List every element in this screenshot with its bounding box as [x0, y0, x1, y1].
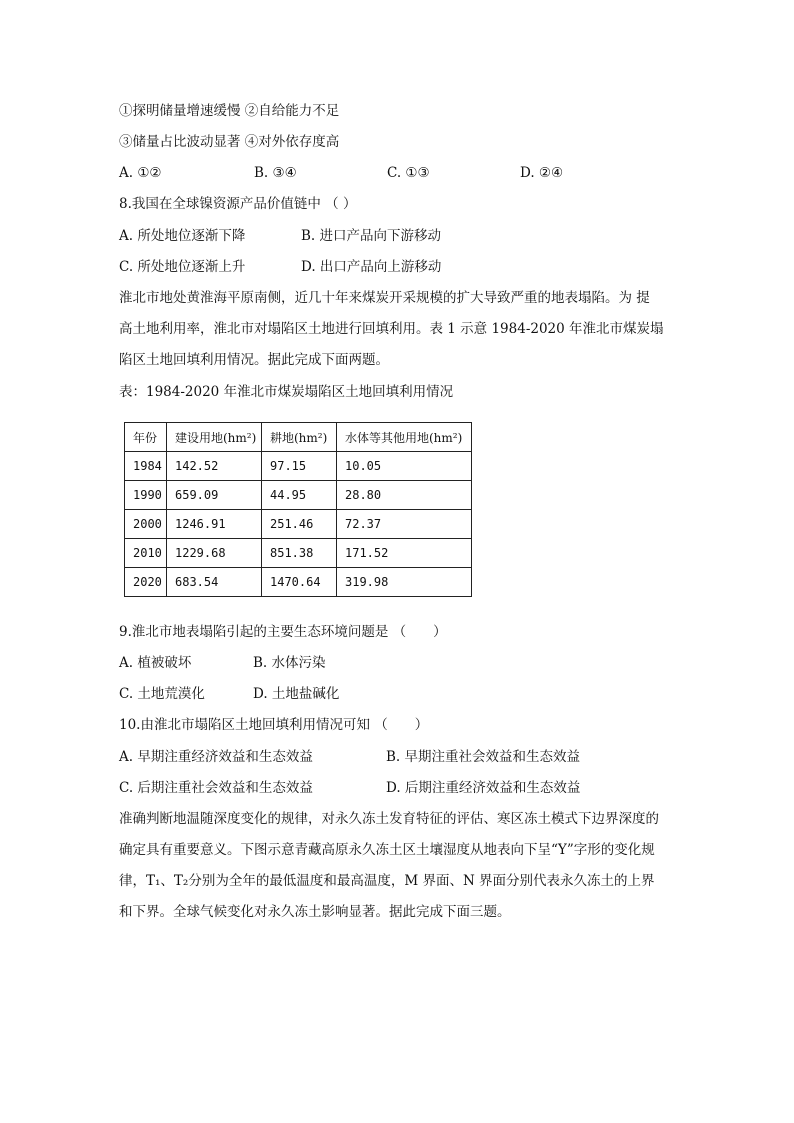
passage-line: 陷区土地回填利用情况。据此完成下面两题。	[119, 352, 389, 368]
q10-stem: 10.由淮北市塌陷区土地回填利用情况可知 （ ）	[119, 717, 429, 733]
cell-water: 319.98	[337, 568, 472, 597]
table-row	[125, 539, 472, 568]
passage-huaibei	[119, 283, 679, 376]
q7-options-line-1: ①探明储量增速缓慢 ②自给能力不足	[119, 103, 340, 119]
q9-choice-b[interactable]: B. 水体污染	[253, 655, 326, 671]
q8-choice-b[interactable]: B. 进口产品向下游移动	[301, 228, 442, 244]
cell-water: 72.37	[337, 510, 472, 539]
cell-year: 1990	[125, 481, 167, 510]
cell-construction: 1246.91	[167, 510, 262, 539]
cell-farmland: 97.15	[262, 452, 337, 481]
passage-line: 准确判断地温随深度变化的规律，对永久冻土发育特征的评估、寒区冻土模式下边界深度的	[119, 811, 659, 827]
passage-line: 确定具有重要意义。下图示意青藏高原永久冻土区土壤湿度从地表向下呈“Y”字形的变化规	[119, 842, 655, 858]
passage-line: 和下界。全球气候变化对永久冻土影响显著。据此完成下面三题。	[119, 904, 511, 920]
q10-choice-d[interactable]: D. 后期注重经济效益和生态效益	[386, 780, 581, 796]
cell-water: 28.80	[337, 481, 472, 510]
q7-choice-c[interactable]: C. ①③	[387, 165, 430, 181]
table-row	[125, 568, 472, 597]
cell-construction: 142.52	[167, 452, 262, 481]
land-use-table	[124, 422, 472, 597]
cell-water: 171.52	[337, 539, 472, 568]
q9-stem: 9.淮北市地表塌陷引起的主要生态环境问题是 （ ）	[119, 624, 447, 640]
q7-options-line-2: ③储量占比波动显著 ④对外依存度高	[119, 134, 340, 150]
header-water-other: 水体等其他用地(hm²)	[337, 423, 472, 452]
q9-choice-c[interactable]: C. 土地荒漠化	[119, 686, 205, 702]
q9-choice-a[interactable]: A. 植被破坏	[119, 655, 192, 671]
table-row	[125, 452, 472, 481]
table-row	[125, 481, 472, 510]
cell-year: 2000	[125, 510, 167, 539]
table-caption: 表：1984-2020 年淮北市煤炭塌陷区土地回填利用情况	[119, 384, 454, 400]
passage-line: 律，T₁、T₂分别为全年的最低温度和最高温度，M 界面、N 界面分别代表永久冻土的上界	[119, 873, 655, 889]
cell-construction: 683.54	[167, 568, 262, 597]
cell-water: 10.05	[337, 452, 472, 481]
header-construction-land: 建设用地(hm²)	[167, 423, 262, 452]
q10-choice-b[interactable]: B. 早期注重社会效益和生态效益	[386, 749, 581, 765]
cell-year: 2020	[125, 568, 167, 597]
cell-construction: 1229.68	[167, 539, 262, 568]
q7-choice-b[interactable]: B. ③④	[254, 165, 297, 181]
cell-year: 1984	[125, 452, 167, 481]
passage-permafrost	[119, 804, 679, 928]
q7-choice-a[interactable]: A. ①②	[119, 165, 162, 181]
table-header-row	[125, 423, 472, 452]
cell-farmland: 1470.64	[262, 568, 337, 597]
cell-construction: 659.09	[167, 481, 262, 510]
passage-line: 淮北市地处黄淮海平原南侧，近几十年来煤炭开采规模的扩大导致严重的地表塌陷。为 提	[119, 290, 650, 306]
passage-line: 高土地利用率，淮北市对塌陷区土地进行回填利用。表 1 示意 1984-2020 年淮北市煤炭塌	[119, 321, 664, 337]
q9-choice-d[interactable]: D. 土地盐碱化	[253, 686, 340, 702]
q8-choice-a[interactable]: A. 所处地位逐渐下降	[119, 228, 246, 244]
table-row	[125, 510, 472, 539]
q8-choice-c[interactable]: C. 所处地位逐渐上升	[119, 259, 246, 275]
cell-farmland: 851.38	[262, 539, 337, 568]
q8-choice-d[interactable]: D. 出口产品向上游移动	[301, 259, 442, 275]
q7-choice-d[interactable]: D. ②④	[520, 165, 564, 181]
cell-farmland: 251.46	[262, 510, 337, 539]
cell-year: 2010	[125, 539, 167, 568]
q10-choice-c[interactable]: C. 后期注重社会效益和生态效益	[119, 780, 313, 796]
q10-choice-a[interactable]: A. 早期注重经济效益和生态效益	[119, 749, 313, 765]
q8-stem: 8.我国在全球镍资源产品价值链中 （ ）	[119, 196, 357, 212]
cell-farmland: 44.95	[262, 481, 337, 510]
header-year: 年份	[125, 423, 167, 452]
header-farmland: 耕地(hm²)	[262, 423, 337, 452]
